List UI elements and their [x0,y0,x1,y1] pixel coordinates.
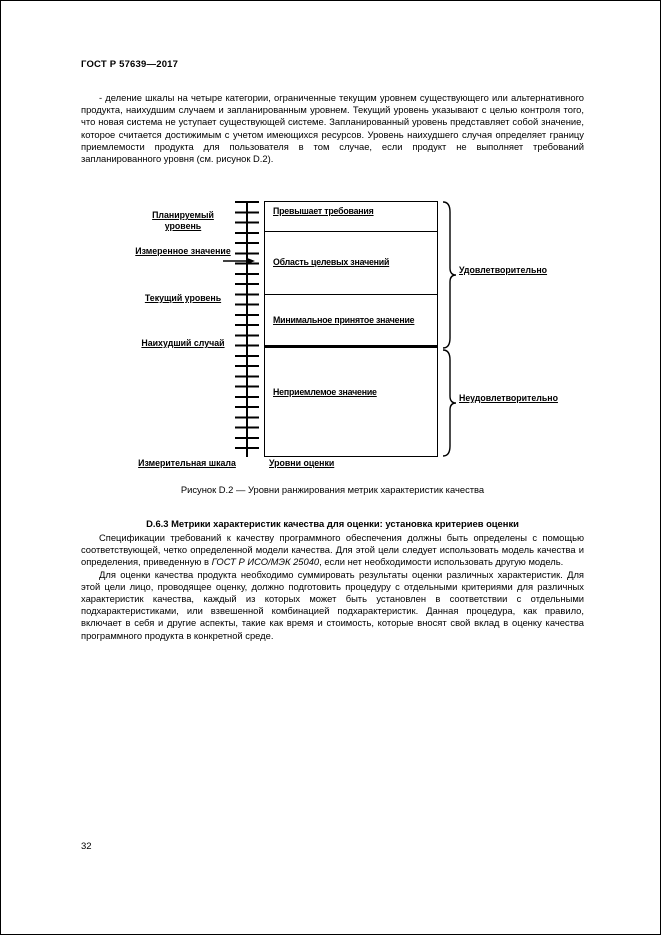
body-paragraph: Для оценки качества продукта необходимо суммировать результаты оценки различных характеристик. Для этой цели лицо, проводящее оценку, должно подготовить процедуру с отдельными критериями для различных характеристик качества, каждый из которых может быть установлен в соответствии с отдельными подхарактеристиками, или взвешенной комбинацией подхарактеристик. Данная процедура, как правило, включает в себя и другие аспекты, такие как время и стоимость, которые вносят свой вклад в оценку качества программного продукта в конкретной среде. [81,568,584,641]
rating-levels-box [264,201,438,457]
brace-icon-unsatisfactory [440,349,456,457]
section-label-minimum-accepted: Минимальное принятое значение [273,315,415,325]
measurement-scale [235,201,259,457]
section-label-target-range: Область целевых значений [273,257,390,267]
figure-caption: Рисунок D.2 — Уровни ранжирования метрик характеристик качества [180,484,485,495]
body-paragraph [81,532,584,569]
paragraph-text: Спецификации требований к качеству программного обеспечения должны быть определены с помощью соответствующей, четко определенной модели качества. Для этой цели следует использовать модель качества и определения, приведенную в [81,532,584,568]
section-label-unacceptable: Неприемлемое значение [273,387,377,397]
page-number: 32 [81,841,92,852]
paragraph-text: , если нет необходимости использовать другую модель. [319,556,564,568]
current-level-line [265,294,437,295]
section-body-block [81,532,584,642]
standard-reference: ГОСТ Р ИСО/МЭК 25040 [211,556,320,568]
section-heading-d63: D.6.3 Метрики характеристик качества для оценки: установка критериев оценки [146,518,519,529]
document-header: ГОСТ Р 57639—2017 [81,59,179,70]
intro-paragraph-block [81,92,584,165]
section-label-exceeds-requirements: Превышает требования [273,206,374,216]
figure-d2-diagram [81,196,584,478]
axis-label-measurement-scale: Измерительная шкала [138,458,236,468]
measured-value-arrow-icon [223,253,255,263]
scale-label-current-level: Текущий уровень [144,293,222,303]
body-paragraph: - деление шкалы на четыре категории, ограниченные текущим уровнем существующего или альтернативного продукта, наихудшим случаем и запланированным уровнем. Текущий уровень указывают с целью контроля того, что новая система не уступает существующей системе. Запланированный уровень представляет собой значение, которое считается достижимым с учетом имеющихся ресурсов. Уровень наихудшего случая определяет границу приемлемости продукта для пользователя в том случае, если продукт не выполняет требований запланированного уровня (см. рисунок D.2). [81,92,584,165]
axis-label-rating-levels: Уровни оценки [269,458,335,468]
planned-level-line [265,231,437,232]
rating-label-unsatisfactory: Неудовлетворительно [459,393,558,403]
scale-label-measured-value: Измеренное значение [135,246,231,256]
worst-case-line [265,345,437,348]
brace-icon-satisfactory [440,201,456,349]
scale-label-planned-level: Планируемый уровень [152,210,214,231]
rating-label-satisfactory: Удовлетворительно [459,265,548,275]
scale-label-worst-case: Наихудший случай [141,338,225,348]
